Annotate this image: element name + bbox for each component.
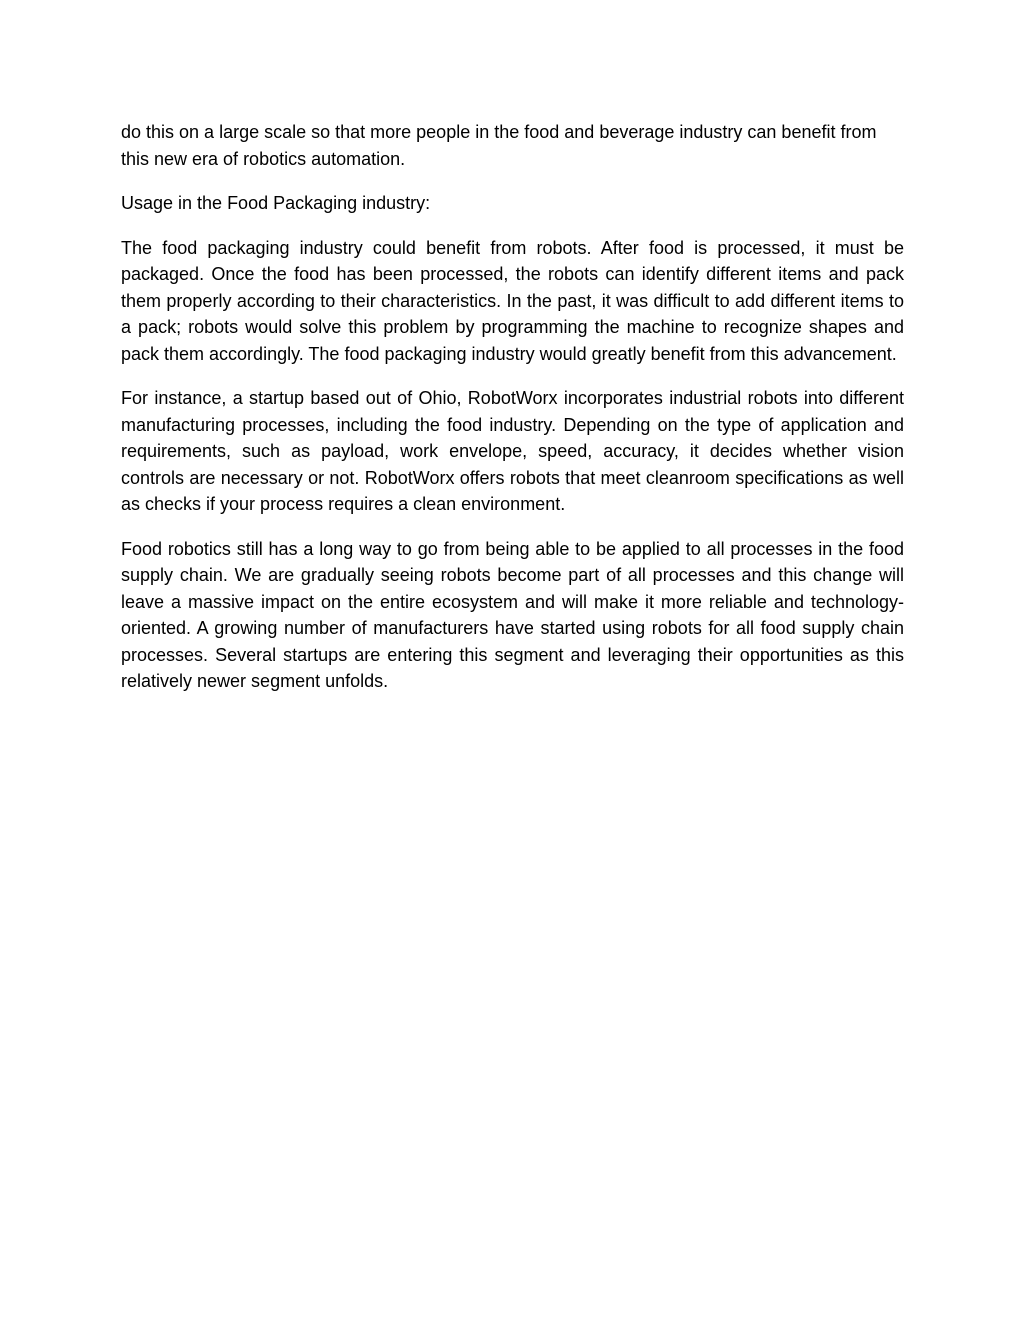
section-heading-food-packaging: Usage in the Food Packaging industry: xyxy=(121,193,431,213)
paragraph-intro-continuation: do this on a large scale so that more people in the food and beverage industry can benefit from this new era of robotics automation. xyxy=(121,122,877,169)
document-body xyxy=(121,119,904,713)
paragraph-food-robotics-outlook: Food robotics still has a long way to go from being able to be applied to all processes in the food supply chain. We are gradually seeing robots become part of all processes and this change will leave a massive impact on the entire ecosystem and will make it more reliable and technology-oriented. A growing number of manufacturers have started using robots for all food supply chain processes. Several startups are entering this segment and leveraging their opportunities as this relatively newer segment unfolds. xyxy=(121,538,904,691)
paragraph-robotworx: For instance, a startup based out of Ohio, RobotWorx incorporates industrial robots into different manufacturing processes, including the food industry. Depending on the type of application and requirements, such as payload, work envelope, speed, accuracy, it decides whether vision controls are necessary or not. RobotWorx offers robots that meet cleanroom specifications as well as checks if your process requires a clean environment. xyxy=(121,388,904,514)
paragraph-food-packaging: The food packaging industry could benefit from robots. After food is processed, it must be packaged. Once the food has been processed, the robots can identify different items and pack them properly according to their characteristics. In the past, it was difficult to add different items to a pack; robots would solve this problem by programming the machine to recognize shapes and pack them accordingly. The food packaging industry would greatly benefit from this advancement. xyxy=(121,237,904,364)
